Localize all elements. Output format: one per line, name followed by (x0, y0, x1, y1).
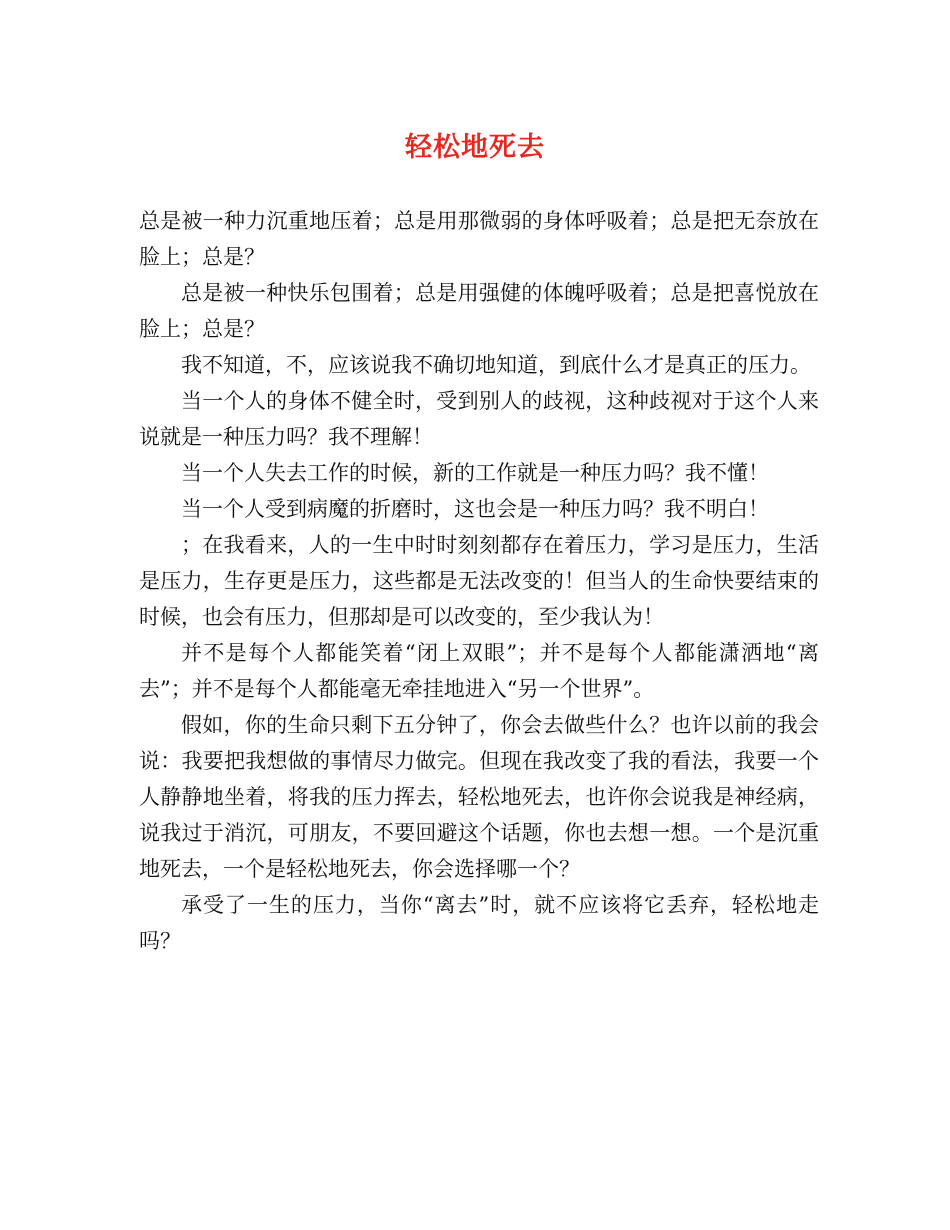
paragraph-9: 假如，你的生命只剩下五分钟了，你会去做些什么？也许以前的我会说：我要把我想做的事情尽力做完。但现在我改变了我的看法，我要一个人静静地坐着，将我的压力挥去，轻松地死去，也许你会说我是神经病，说我过于消沉，可朋友，不要回避这个话题，你也去想一想。一个是沉重地死去，一个是轻松地死去，你会选择哪一个？ (139, 713, 819, 881)
paragraph-7: ；在我看来，人的一生中时时刻刻都存在着压力，学习是压力，生活是压力，生存更是压力，这些都是无法改变的！但当人的生命快要结束的时候，也会有压力，但那却是可以改变的，至少我认为！ (139, 533, 819, 629)
paragraph-3: 我不知道，不，应该说我不确切地知道，到底什么才是真正的压力。 (181, 353, 811, 377)
paragraph-6: 当一个人受到病魔的折磨时，这也会是一种压力吗？我不明白！ (181, 497, 769, 521)
document-body (139, 203, 819, 959)
paragraph-10: 承受了一生的压力，当你“离去”时，就不应该将它丢弃，轻松地走吗？ (139, 893, 819, 953)
paragraph-4: 当一个人的身体不健全时，受到别人的歧视，这种歧视对于这个人来说就是一种压力吗？我不理解！ (139, 389, 819, 449)
paragraph-8: 并不是每个人都能笑着“闭上双眼”；并不是每个人都能潇洒地“离去”；并不是每个人都能毫无牵挂地进入“另一个世界”。 (139, 641, 819, 701)
paragraph-2: 总是被一种快乐包围着；总是用强健的体魄呼吸着；总是把喜悦放在脸上；总是？ (139, 281, 819, 341)
document-title: 轻松地死去 (405, 132, 545, 163)
paragraph-1: 总是被一种力沉重地压着；总是用那微弱的身体呼吸着；总是把无奈放在脸上；总是？ (139, 209, 819, 269)
paragraph-5: 当一个人失去工作的时候，新的工作就是一种压力吗？我不懂！ (181, 461, 769, 485)
